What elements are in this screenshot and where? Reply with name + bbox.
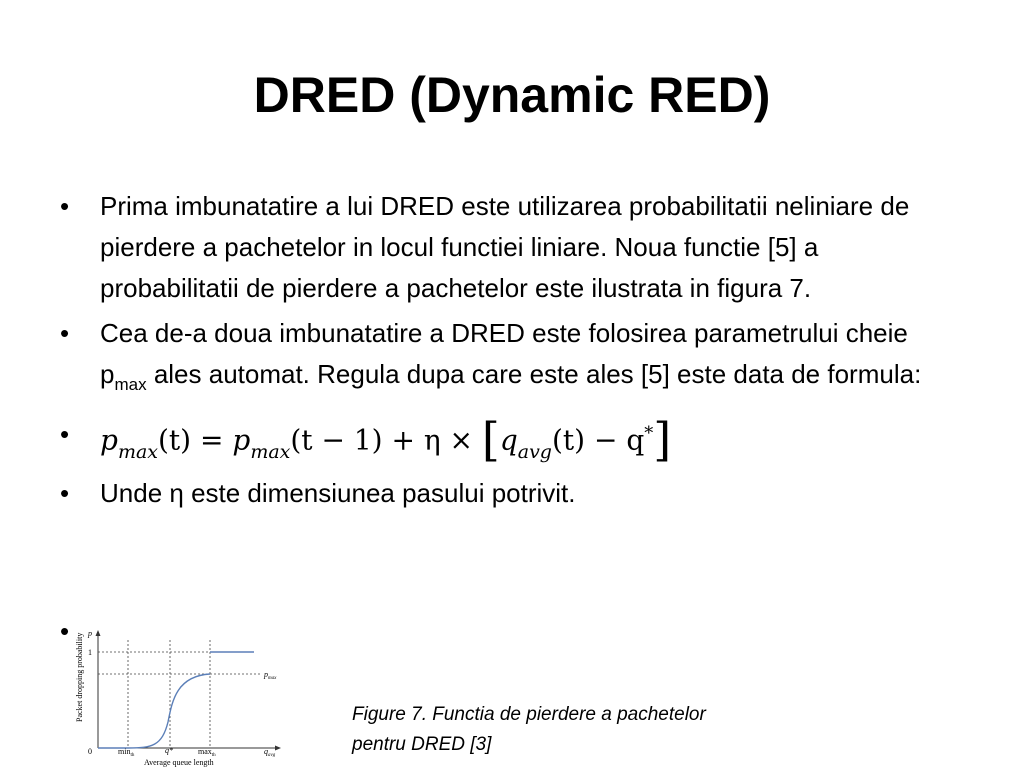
formula-t-minus: (t − 1) + η × bbox=[290, 423, 482, 457]
qstar-label: q* bbox=[165, 746, 173, 755]
bullet-marker: • bbox=[60, 318, 70, 348]
bullet-text-2a: Cea de-a doua imbunatatire a DRED este folosirea parametrului cheie p bbox=[100, 318, 908, 389]
maxth-label: $\max_{th}$ bbox=[198, 747, 216, 758]
bullet-item-2 bbox=[58, 313, 958, 398]
bullet-list bbox=[58, 186, 958, 518]
bullet-marker: • bbox=[60, 478, 70, 509]
bullet-item-1 bbox=[58, 186, 958, 309]
drop-probability-curve bbox=[98, 674, 210, 748]
formula-star: * bbox=[644, 423, 654, 444]
minth-label: $\min_{th}$ bbox=[118, 747, 135, 758]
bullet-text-2b: ales automat. Regula dupa care este ales [5] este data de formula: bbox=[146, 359, 922, 389]
bullet-marker: • bbox=[60, 419, 70, 449]
bullet-text-4: Unde η este dimensiunea pasului potrivit. bbox=[100, 478, 576, 509]
y-axis-symbol: p bbox=[88, 629, 92, 638]
bullet-marker-empty: • bbox=[60, 616, 70, 646]
x-axis-arrow-icon bbox=[275, 746, 281, 751]
pmax-label: $p_{max}$ bbox=[264, 670, 277, 681]
qavg-label: $q_{avg}$ bbox=[264, 747, 276, 758]
drop-probability-figure bbox=[72, 622, 292, 768]
bullet-marker: • bbox=[60, 191, 70, 221]
formula-q: q bbox=[499, 423, 518, 457]
bullet-item-4 bbox=[58, 473, 958, 514]
bullet-text-1: Prima imbunatatire a lui DRED este utilizarea probabilitatii neliniare de pierdere a pachetelor in locul functiei liniare. Noua functie [5] a probabilitatii de pierdere a pachetelor este ilustrata in figura 7. bbox=[100, 191, 910, 303]
formula-right-bracket: ] bbox=[653, 412, 672, 467]
figure-caption bbox=[352, 700, 812, 760]
x-axis-label: Average queue length bbox=[144, 758, 214, 767]
formula-item bbox=[58, 408, 958, 469]
origin-label: 0 bbox=[88, 747, 92, 756]
formula-t: (t) = bbox=[158, 423, 233, 457]
caption-line-2: pentru DRED [3] bbox=[352, 734, 492, 755]
y-tick-1: 1 bbox=[88, 648, 92, 657]
formula-sub-max2: max bbox=[250, 441, 291, 464]
y-axis-arrow-icon bbox=[96, 630, 101, 636]
formula-sub-avg: avg bbox=[517, 441, 552, 464]
formula-p1: p bbox=[100, 423, 118, 457]
pmax-subscript: max bbox=[114, 375, 147, 394]
caption-line-1: Figure 7. Functia de pierdere a pachetelor bbox=[352, 704, 706, 725]
slide-title: DRED (Dynamic RED) bbox=[253, 67, 771, 123]
formula-sub-max1: max bbox=[117, 441, 158, 464]
formula-left-bracket: [ bbox=[481, 412, 500, 467]
formula-tail: (t) − q bbox=[551, 423, 645, 457]
y-axis-label: Packet dropping probability bbox=[75, 632, 84, 722]
formula-p2: p bbox=[232, 423, 251, 457]
